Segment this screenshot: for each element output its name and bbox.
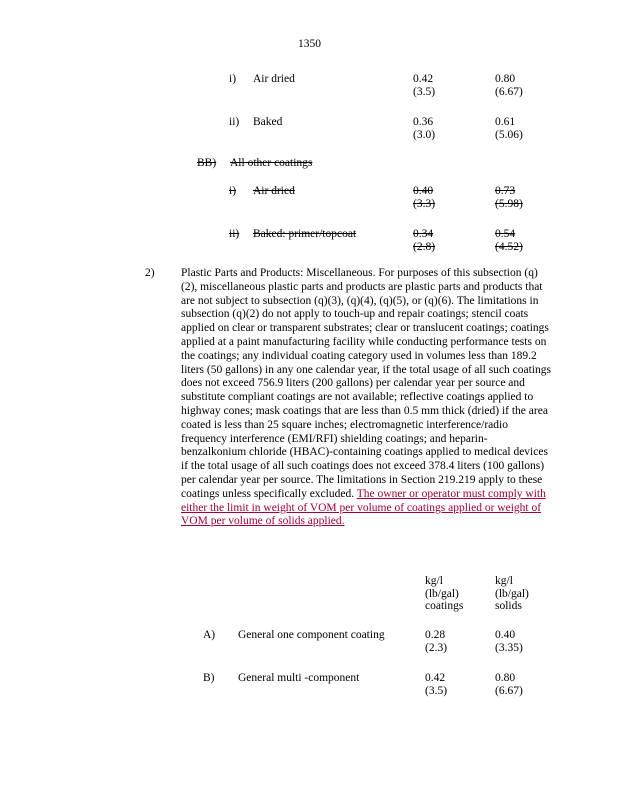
paragraph: [181, 267, 551, 529]
page-number: 1350: [298, 38, 321, 50]
row-text: Air dried: [253, 185, 295, 197]
row-label: ii): [229, 228, 240, 240]
struck-heading-text: All other coatings: [230, 157, 313, 169]
row-text: Baked: primer/topcoat: [253, 228, 357, 240]
paragraph-amendment: The owner or operator must comply with either the limit in weight of VOM per volume of coatings applied or weight of VOM per volume of solids applied.: [181, 487, 546, 528]
column-header-solids: kg/l (lb/gal) solids: [495, 575, 529, 612]
row-text: Baked: [253, 116, 283, 128]
value-solids: 0.80 (6.67): [495, 73, 523, 98]
value-coatings: 0.42 (3.5): [425, 672, 448, 697]
value-solids: 0.40 (3.35): [495, 629, 523, 654]
row-label: i): [229, 185, 237, 197]
row-label: B): [203, 672, 215, 684]
row-label: ii): [229, 116, 240, 128]
value-solids: 0.54 (4.52): [495, 228, 523, 253]
paragraph-text: Plastic Parts and Products: Miscellaneous. For purposes of this subsection (q)(2), miscellaneous plastic parts and products are plastic parts and products that are not subject to subsection (q)(3), (q)(4), (q)(5), or (q)(6). The limitations in subsection (q)(2) do not apply to touch-up and repair coatings; stencil coats applied on clear or transparent substrates; clear or translucent coatings; coatings applied at a paint manufacturing facility while conducting performance tests on the coatings; any individual coating category used in volumes less than 189.2 liters (50 gallons) in any one calendar year, if the total usage of all such coatings does not exceed 756.9 liters (200 gallons) per calendar year per source and substitute compliant coatings are not available; reflective coatings applied to highway cones; mask coatings that are less than 0.5 mm thick (dried) if the area coated is less than 25 square inches; electromagnetic interference/radio frequency interference (EMI/RFI) shielding coatings; and heparin-benzalkonium chloride (HBAC)-containing coatings applied to medical devices if the total usage of all such coatings does not exceed 378.4 liters (100 gallons) per calendar year per source. The limitations in Section 219.219 apply to these coatings unless specifically excluded.: [181, 267, 551, 500]
item-number: 2): [145, 267, 155, 279]
value-coatings: 0.36 (3.0): [413, 116, 436, 141]
value-coatings: 0.40 (3.3): [413, 185, 436, 210]
value-coatings: 0.28 (2.3): [425, 629, 448, 654]
row-label: A): [203, 629, 216, 641]
value-coatings: 0.34 (2.8): [413, 228, 436, 253]
value-solids: 0.61 (5.06): [495, 116, 523, 141]
value-solids: 0.73 (5.98): [495, 185, 523, 210]
row-text: Air dried: [253, 73, 295, 85]
struck-heading-label: BB): [197, 157, 217, 169]
value-solids: 0.80 (6.67): [495, 672, 523, 697]
row-text: General multi -component: [238, 672, 360, 684]
row-text: General one component coating: [238, 629, 385, 641]
value-coatings: 0.42 (3.5): [413, 73, 436, 98]
row-label: i): [229, 73, 237, 85]
column-header-coatings: kg/l (lb/gal) coatings: [425, 575, 464, 612]
